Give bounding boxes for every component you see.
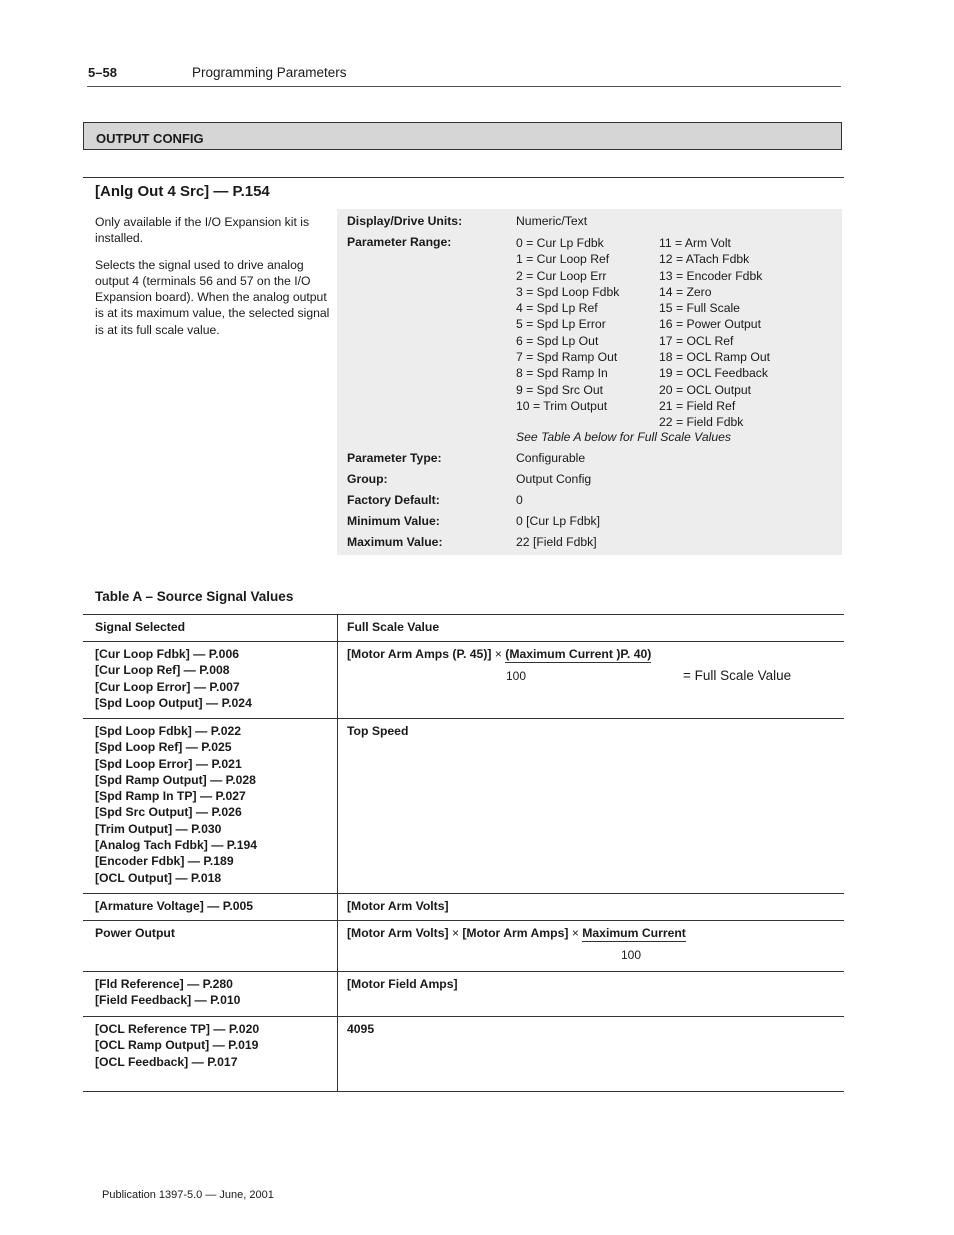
- signal-item: [Spd Loop Ref] — P.025: [95, 740, 232, 755]
- range-item: 10 = Trim Output: [516, 398, 608, 413]
- description-paragraph: Only available if the I/O Expansion kit is installed.: [95, 215, 310, 246]
- range-item: 19 = OCL Feedback: [659, 366, 768, 381]
- running-header-title: Programming Parameters: [192, 65, 347, 80]
- signal-item: [OCL Ramp Output] — P.019: [95, 1038, 259, 1053]
- table-row: [83, 1016, 844, 1092]
- signal-list: [95, 898, 253, 914]
- range-item: 4 = Spd Lp Ref: [516, 301, 598, 316]
- signal-item: [Armature Voltage] — P.005: [95, 899, 254, 913]
- formula-denominator: 100: [621, 948, 642, 962]
- parameter-description: [95, 214, 331, 348]
- max-label: Maximum Value:: [347, 535, 443, 549]
- range-item: 17 = OCL Ref: [659, 333, 734, 348]
- times-symbol: ×: [451, 926, 459, 940]
- range-item: 18 = OCL Ramp Out: [659, 350, 770, 365]
- section-bar: [83, 122, 842, 150]
- column-divider: [337, 921, 338, 971]
- publication-footer: Publication 1397-5.0 — June, 2001: [102, 1189, 274, 1201]
- min-value: 0 [Cur Lp Fdbk]: [516, 514, 600, 528]
- table-row: [83, 920, 844, 971]
- range-label: Parameter Range:: [347, 235, 452, 249]
- min-label: Minimum Value:: [347, 514, 440, 528]
- signal-list: [95, 1021, 259, 1070]
- header-rule: [87, 86, 841, 87]
- column-divider: [337, 1017, 338, 1091]
- formula-term: [Motor Arm Volts]: [347, 926, 449, 940]
- signal-list: [95, 925, 175, 941]
- range-item: 12 = ATach Fdbk: [659, 252, 750, 267]
- table-title: Table A – Source Signal Values: [95, 589, 294, 604]
- page-number: 5–58: [88, 65, 117, 80]
- range-item: 1 = Cur Loop Ref: [516, 252, 610, 267]
- signal-item: [Spd Loop Output] — P.024: [95, 695, 252, 710]
- range-item: 7 = Spd Ramp Out: [516, 350, 618, 365]
- signal-item: [Cur Loop Error] — P.007: [95, 679, 240, 694]
- table-header-row: [83, 614, 844, 641]
- group-value: Output Config: [516, 472, 592, 486]
- range-row: [347, 235, 451, 249]
- signal-item: [Spd Loop Error] — P.021: [95, 756, 242, 771]
- range-column-2: [659, 235, 770, 431]
- signal-item: [Cur Loop Fdbk] — P.006: [95, 647, 240, 661]
- signal-item: [Spd Ramp Output] — P.028: [95, 772, 256, 787]
- formula-term: [Motor Arm Amps]: [462, 926, 569, 940]
- signal-item: Power Output: [95, 926, 175, 940]
- description-paragraph: Selects the signal used to drive analog output 4 (terminals 56 and 57 on the I/O Expansion board). When the analog output is at its maximum value, the selected signal is at its full scale value.: [95, 257, 330, 337]
- range-item: 22 = Field Fdbk: [659, 415, 744, 430]
- signal-item: [Spd Loop Fdbk] — P.022: [95, 724, 242, 738]
- column-divider: [337, 719, 338, 893]
- display-units-value: Numeric/Text: [516, 214, 588, 228]
- col1-header: Signal Selected: [95, 620, 186, 634]
- range-item: 16 = Power Output: [659, 317, 761, 332]
- full-scale-value: [Motor Arm Volts]: [347, 899, 449, 913]
- range-item: 21 = Field Ref: [659, 398, 736, 413]
- range-item: 14 = Zero: [659, 284, 712, 299]
- display-units-row: [347, 214, 462, 228]
- signal-list: [95, 646, 252, 711]
- signal-item: [Analog Tach Fdbk] — P.194: [95, 838, 258, 853]
- signal-list: [95, 976, 240, 1009]
- signal-item: [Spd Ramp In TP] — P.027: [95, 789, 246, 804]
- signal-list: [95, 723, 257, 886]
- signal-item: [Encoder Fdbk] — P.189: [95, 854, 234, 869]
- range-note: See Table A below for Full Scale Values: [516, 430, 731, 444]
- signal-item: [Cur Loop Ref] — P.008: [95, 663, 230, 678]
- range-item: 5 = Spd Lp Error: [516, 317, 606, 332]
- full-scale-formula: [347, 646, 651, 662]
- range-item: 2 = Cur Loop Err: [516, 268, 607, 283]
- formula-term: Maximum Current: [582, 926, 686, 940]
- type-label: Parameter Type:: [347, 451, 442, 465]
- formula-term: [Motor Arm Amps (P. 45)]: [347, 647, 492, 661]
- table-row: [83, 641, 844, 718]
- max-value: 22 [Field Fdbk]: [516, 535, 597, 549]
- signal-item: [OCL Feedback] — P.017: [95, 1054, 238, 1069]
- source-signal-table: [83, 614, 844, 1092]
- full-scale-value: Top Speed: [347, 724, 409, 738]
- full-scale-value: [Motor Field Amps]: [347, 977, 458, 991]
- formula-term: (Maximum Current )P. 40): [505, 647, 652, 661]
- col2-header: Full Scale Value: [347, 620, 440, 634]
- display-units-label: Display/Drive Units:: [347, 214, 463, 228]
- range-column-1: [516, 235, 619, 414]
- range-item: 6 = Spd Lp Out: [516, 333, 599, 348]
- range-item: 9 = Spd Src Out: [516, 382, 604, 397]
- table-row: [83, 718, 844, 893]
- range-item: 8 = Spd Ramp In: [516, 366, 608, 381]
- signal-item: [Field Feedback] — P.010: [95, 993, 241, 1008]
- column-divider: [337, 894, 338, 920]
- range-item: 13 = Encoder Fdbk: [659, 268, 763, 283]
- signal-item: [Trim Output] — P.030: [95, 821, 222, 836]
- range-item: 11 = Arm Volt: [659, 236, 731, 250]
- range-item: 3 = Spd Loop Fdbk: [516, 284, 620, 299]
- table-row: [83, 971, 844, 1016]
- parameter-info-box: [337, 209, 842, 555]
- parameter-title: [Anlg Out 4 Src] — P.154: [95, 183, 270, 200]
- times-symbol: ×: [571, 926, 579, 940]
- times-symbol: ×: [494, 647, 502, 661]
- section-title: OUTPUT CONFIG: [96, 131, 204, 146]
- signal-item: [Fld Reference] — P.280: [95, 977, 233, 991]
- formula-result: = Full Scale Value: [683, 668, 792, 683]
- default-value: 0: [516, 493, 523, 507]
- group-label: Group:: [347, 472, 388, 486]
- parameter-rule: [83, 177, 844, 178]
- range-item: 20 = OCL Output: [659, 382, 752, 397]
- full-scale-formula: [347, 925, 686, 941]
- column-divider: [337, 972, 338, 1016]
- column-divider: [337, 642, 338, 718]
- column-divider: [337, 615, 338, 641]
- table-row: [83, 893, 844, 920]
- type-value: Configurable: [516, 451, 586, 465]
- range-item: 0 = Cur Lp Fdbk: [516, 236, 604, 250]
- signal-item: [OCL Reference TP] — P.020: [95, 1022, 260, 1036]
- range-item: 15 = Full Scale: [659, 301, 740, 316]
- full-scale-value: 4095: [347, 1022, 375, 1036]
- formula-denominator: 100: [506, 669, 527, 683]
- signal-item: [OCL Output] — P.018: [95, 870, 222, 885]
- signal-item: [Spd Src Output] — P.026: [95, 805, 242, 820]
- default-label: Factory Default:: [347, 493, 440, 507]
